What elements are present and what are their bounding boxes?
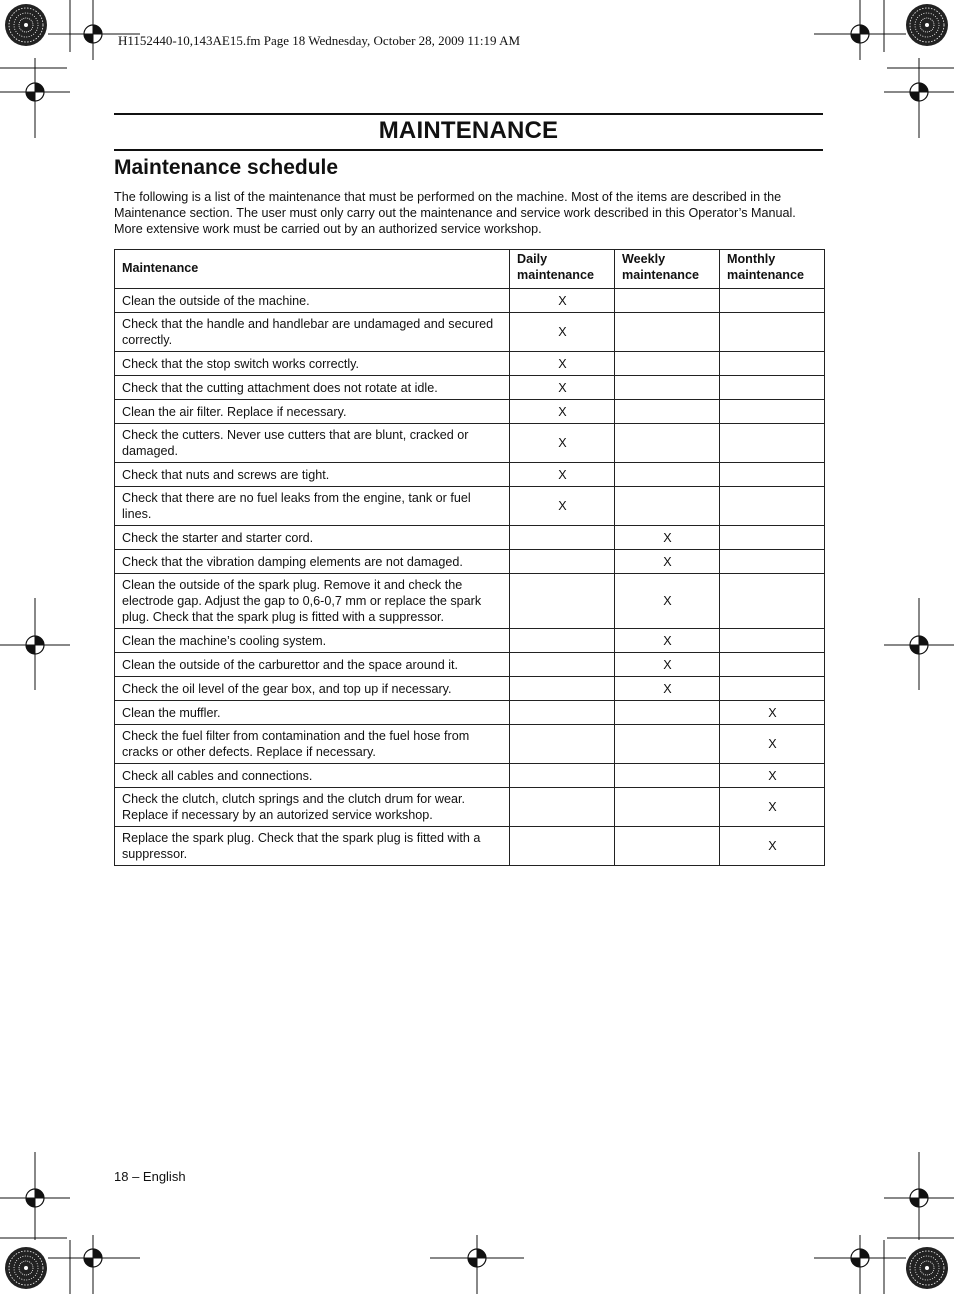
task-cell: Check that nuts and screws are tight.: [115, 463, 510, 487]
table-row: [115, 424, 825, 463]
daily-cell: X: [510, 487, 615, 526]
monthly-cell: [720, 629, 825, 653]
daily-cell: X: [510, 313, 615, 352]
monthly-cell: X: [720, 827, 825, 866]
section-title: MAINTENANCE: [378, 117, 559, 144]
daily-cell: [510, 629, 615, 653]
weekly-cell: X: [615, 550, 720, 574]
daily-cell: [510, 526, 615, 550]
daily-cell: [510, 653, 615, 677]
task-cell: Clean the outside of the machine.: [115, 289, 510, 313]
monthly-cell: X: [720, 701, 825, 725]
weekly-cell: [615, 487, 720, 526]
daily-cell: X: [510, 289, 615, 313]
maintenance-schedule-table: [114, 249, 825, 866]
monthly-cell: [720, 424, 825, 463]
task-cell: Check the oil level of the gear box, and top up if necessary.: [115, 677, 510, 701]
task-cell: Clean the muffler.: [115, 701, 510, 725]
task-cell: Check that the vibration damping elements are not damaged.: [115, 550, 510, 574]
header-maintenance: Maintenance: [115, 250, 510, 289]
weekly-cell: [615, 424, 720, 463]
weekly-cell: [615, 827, 720, 866]
daily-cell: [510, 827, 615, 866]
title-rule-bottom: [114, 149, 823, 151]
weekly-cell: X: [615, 653, 720, 677]
table-row: [115, 629, 825, 653]
task-cell: Clean the machine’s cooling system.: [115, 629, 510, 653]
table-row: [115, 550, 825, 574]
weekly-cell: [615, 788, 720, 827]
monthly-cell: [720, 526, 825, 550]
weekly-cell: [615, 352, 720, 376]
header-monthly: Monthly maintenance: [720, 250, 825, 289]
table-row: [115, 289, 825, 313]
weekly-cell: [615, 376, 720, 400]
table-row: [115, 701, 825, 725]
table-row: [115, 653, 825, 677]
monthly-cell: [720, 550, 825, 574]
monthly-cell: X: [720, 725, 825, 764]
weekly-cell: X: [615, 629, 720, 653]
task-cell: Check the starter and starter cord.: [115, 526, 510, 550]
task-cell: Clean the air filter. Replace if necessary.: [115, 400, 510, 424]
daily-cell: [510, 725, 615, 764]
table-row: [115, 764, 825, 788]
task-cell: Check the cutters. Never use cutters that are blunt, cracked or damaged.: [115, 424, 510, 463]
header-weekly: Weekly maintenance: [615, 250, 720, 289]
weekly-cell: X: [615, 574, 720, 629]
monthly-cell: [720, 677, 825, 701]
page-footer: 18 – English: [114, 1169, 186, 1184]
weekly-cell: X: [615, 526, 720, 550]
weekly-cell: [615, 764, 720, 788]
weekly-cell: [615, 313, 720, 352]
table-row: [115, 463, 825, 487]
table-row: [115, 725, 825, 764]
daily-cell: [510, 764, 615, 788]
table-row: [115, 677, 825, 701]
monthly-cell: [720, 352, 825, 376]
monthly-cell: X: [720, 764, 825, 788]
monthly-cell: X: [720, 788, 825, 827]
task-cell: Check that the cutting attachment does not rotate at idle.: [115, 376, 510, 400]
task-cell: Check that the handle and handlebar are undamaged and secured correctly.: [115, 313, 510, 352]
daily-cell: [510, 550, 615, 574]
daily-cell: [510, 677, 615, 701]
title-rule-top: [114, 113, 823, 115]
monthly-cell: [720, 463, 825, 487]
table-row: [115, 400, 825, 424]
monthly-cell: [720, 574, 825, 629]
table-row: [115, 313, 825, 352]
table-row: [115, 376, 825, 400]
weekly-cell: X: [615, 677, 720, 701]
monthly-cell: [720, 289, 825, 313]
table-row: [115, 352, 825, 376]
daily-cell: X: [510, 376, 615, 400]
task-cell: Check that there are no fuel leaks from the engine, tank or fuel lines.: [115, 487, 510, 526]
monthly-cell: [720, 653, 825, 677]
monthly-cell: [720, 487, 825, 526]
monthly-cell: [720, 313, 825, 352]
task-cell: Check all cables and connections.: [115, 764, 510, 788]
daily-cell: X: [510, 400, 615, 424]
header-daily: Daily maintenance: [510, 250, 615, 289]
task-cell: Clean the outside of the carburettor and the space around it.: [115, 653, 510, 677]
daily-cell: [510, 701, 615, 725]
weekly-cell: [615, 701, 720, 725]
intro-paragraph: The following is a list of the maintenance that must be performed on the machine. Most of the items are described in the Maintenance section. The user must only carry out the maintenance and service work described in this Operator’s Manual. More extensive work must be carried out by an authorized service workshop.: [114, 190, 796, 236]
daily-cell: X: [510, 463, 615, 487]
weekly-cell: [615, 289, 720, 313]
schedule-body: [115, 289, 825, 866]
table-row: [115, 487, 825, 526]
table-row: [115, 574, 825, 629]
daily-cell: X: [510, 352, 615, 376]
monthly-cell: [720, 376, 825, 400]
task-cell: Check the fuel filter from contamination and the fuel hose from cracks or other defects. Replace if necessary.: [115, 725, 510, 764]
page-heading: Maintenance schedule: [114, 156, 339, 179]
table-row: [115, 788, 825, 827]
task-cell: Clean the outside of the spark plug. Remove it and check the electrode gap. Adjust the gap to 0,6-0,7 mm or replace the spark plug. Check that the spark plug is fitted with a suppressor.: [115, 574, 510, 629]
task-cell: Check the clutch, clutch springs and the clutch drum for wear. Replace if necessary by an autorized service workshop.: [115, 788, 510, 827]
task-cell: Check that the stop switch works correctly.: [115, 352, 510, 376]
weekly-cell: [615, 400, 720, 424]
task-cell: Replace the spark plug. Check that the spark plug is fitted with a suppressor.: [115, 827, 510, 866]
weekly-cell: [615, 463, 720, 487]
table-row: [115, 526, 825, 550]
daily-cell: [510, 574, 615, 629]
daily-cell: [510, 788, 615, 827]
file-slug: H1152440-10,143AE15.fm Page 18 Wednesday, October 28, 2009 11:19 AM: [118, 33, 521, 48]
weekly-cell: [615, 725, 720, 764]
daily-cell: X: [510, 424, 615, 463]
monthly-cell: [720, 400, 825, 424]
table-row: [115, 827, 825, 866]
